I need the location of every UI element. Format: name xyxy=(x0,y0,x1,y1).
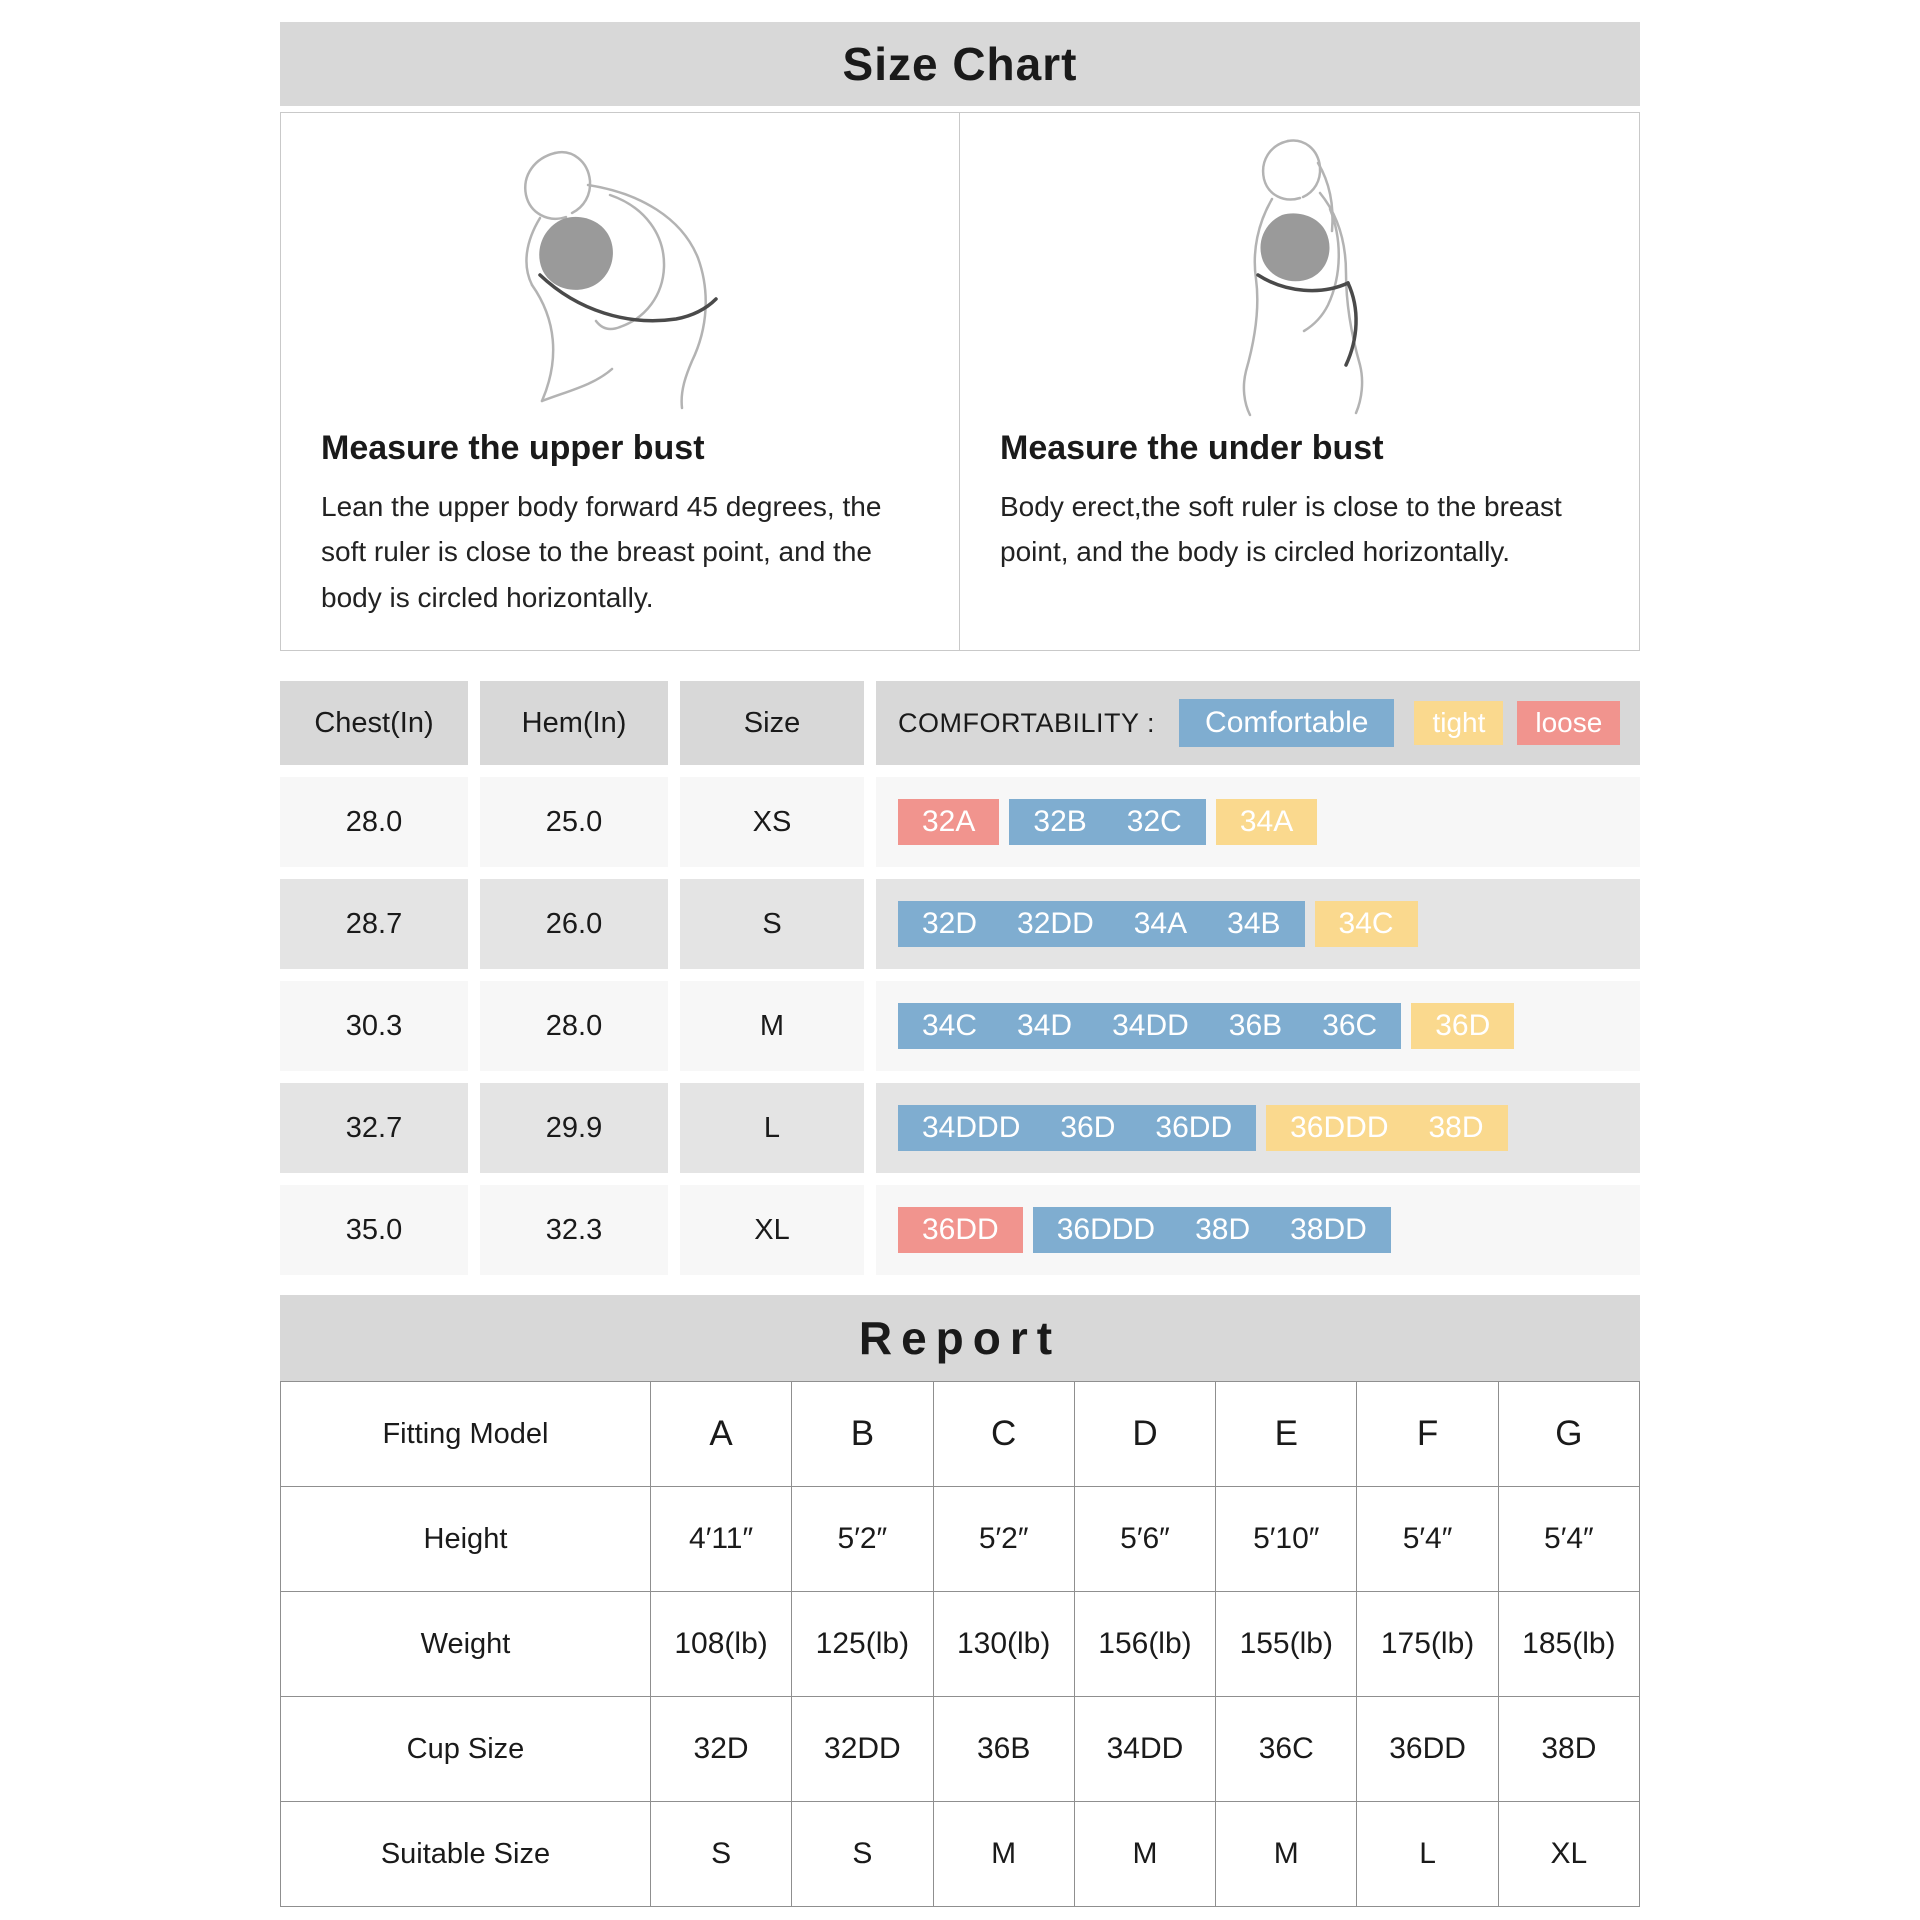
upper-bust-illustration xyxy=(321,123,919,423)
comfort-legend xyxy=(1179,699,1634,747)
size-chart-page xyxy=(280,22,1640,1907)
hem-value: 28.0 xyxy=(480,981,668,1071)
bra-size: 32C xyxy=(1126,805,1182,839)
report-cell: 34DD xyxy=(1074,1697,1215,1802)
chest-value: 32.7 xyxy=(280,1083,468,1173)
bra-size: 34D xyxy=(1017,1009,1073,1043)
bra-size: 36DDD xyxy=(1056,1213,1156,1247)
badge-tight xyxy=(1266,1105,1507,1151)
report-cell: 130(lb) xyxy=(933,1592,1074,1697)
report-cell: 5′2″ xyxy=(792,1487,933,1592)
report-title: Report xyxy=(280,1295,1640,1381)
badge-comfortable xyxy=(898,1105,1256,1151)
report-cell: A xyxy=(650,1382,791,1487)
size-value: S xyxy=(680,879,864,969)
badge-comfortable xyxy=(898,1003,1401,1049)
report-cell: 5′4″ xyxy=(1357,1487,1498,1592)
report-table xyxy=(280,1381,1640,1907)
size-value: XL xyxy=(680,1185,864,1275)
bra-size: 34C xyxy=(922,1009,978,1043)
woman-leaning-figure-icon xyxy=(460,123,780,423)
legend-chip-tight: tight xyxy=(1414,701,1503,745)
badge-comfortable xyxy=(1009,799,1205,845)
report-cell: C xyxy=(933,1382,1074,1487)
report-row-label: Suitable Size xyxy=(281,1802,651,1907)
report-cell: 4′11″ xyxy=(650,1487,791,1592)
report-cell: 108(lb) xyxy=(650,1592,791,1697)
badge-loose xyxy=(898,799,999,845)
bra-size: 34A xyxy=(1239,805,1294,839)
chest-value: 28.0 xyxy=(280,777,468,867)
report-table-body xyxy=(281,1382,1640,1907)
report-row-label: Fitting Model xyxy=(281,1382,651,1487)
bra-size: 36DD xyxy=(922,1213,999,1247)
bra-size: 38DD xyxy=(1290,1213,1367,1247)
report-cell: 36B xyxy=(933,1697,1074,1802)
report-cell: M xyxy=(933,1802,1074,1907)
report-cell: 5′10″ xyxy=(1216,1487,1357,1592)
hem-value: 26.0 xyxy=(480,879,668,969)
report-cell: B xyxy=(792,1382,933,1487)
bra-size: 34A xyxy=(1133,907,1188,941)
size-row-XS xyxy=(280,777,1640,867)
size-table xyxy=(280,681,1640,1275)
report-row xyxy=(281,1697,1640,1802)
report-cell: E xyxy=(1216,1382,1357,1487)
report-cell: M xyxy=(1216,1802,1357,1907)
bra-size: 34B xyxy=(1227,907,1281,941)
report-row-label: Weight xyxy=(281,1592,651,1697)
bra-size: 34DD xyxy=(1112,1009,1189,1043)
size-table-body xyxy=(280,777,1640,1275)
bra-size: 38D xyxy=(1428,1111,1484,1145)
report-cell: 156(lb) xyxy=(1074,1592,1215,1697)
comfort-cell xyxy=(876,777,1640,867)
report-cell: 38D xyxy=(1498,1697,1639,1802)
size-row-L xyxy=(280,1083,1640,1173)
report-cell: 36C xyxy=(1216,1697,1357,1802)
comfort-cell xyxy=(876,1083,1640,1173)
bra-size: 36B xyxy=(1228,1009,1283,1043)
report-cell: F xyxy=(1357,1382,1498,1487)
upper-bust-heading: Measure the upper bust xyxy=(321,429,705,467)
badge-comfortable xyxy=(898,901,1305,947)
report-cell: 5′6″ xyxy=(1074,1487,1215,1592)
report-row xyxy=(281,1487,1640,1592)
bra-size: 32B xyxy=(1033,805,1087,839)
report-row xyxy=(281,1802,1640,1907)
report-cell: D xyxy=(1074,1382,1215,1487)
size-value: XS xyxy=(680,777,864,867)
bra-size: 36D xyxy=(1435,1009,1491,1043)
report-cell: M xyxy=(1074,1802,1215,1907)
report-cell: 5′4″ xyxy=(1498,1487,1639,1592)
report-section xyxy=(280,1295,1640,1907)
legend-chip-loose: loose xyxy=(1517,701,1620,745)
badge-tight xyxy=(1315,901,1418,947)
bra-size: 36D xyxy=(1060,1111,1116,1145)
report-cell: 36DD xyxy=(1357,1697,1498,1802)
report-cell: 32DD xyxy=(792,1697,933,1802)
hem-value: 25.0 xyxy=(480,777,668,867)
report-cell: XL xyxy=(1498,1802,1639,1907)
report-cell: L xyxy=(1357,1802,1498,1907)
comfort-cell xyxy=(876,1185,1640,1275)
comfort-cell xyxy=(876,981,1640,1071)
bra-size: 38D xyxy=(1195,1213,1251,1247)
size-row-XL xyxy=(280,1185,1640,1275)
report-cell: 175(lb) xyxy=(1357,1592,1498,1697)
report-cell: G xyxy=(1498,1382,1639,1487)
chest-value: 30.3 xyxy=(280,981,468,1071)
comfortability-label: COMFORTABILITY : xyxy=(898,707,1156,738)
report-cell: S xyxy=(792,1802,933,1907)
report-row xyxy=(281,1382,1640,1487)
badge-tight xyxy=(1216,799,1317,845)
bra-size: 34DDD xyxy=(922,1111,1021,1145)
bra-size: 34C xyxy=(1338,907,1394,941)
report-cell: 5′2″ xyxy=(933,1487,1074,1592)
hem-value: 32.3 xyxy=(480,1185,668,1275)
bra-size: 36DDD xyxy=(1290,1111,1389,1145)
woman-upright-figure-icon xyxy=(1170,123,1430,423)
report-cell: S xyxy=(650,1802,791,1907)
bra-size: 32D xyxy=(922,907,978,941)
bra-size: 36C xyxy=(1322,1009,1378,1043)
badge-loose xyxy=(898,1207,1023,1253)
size-value: M xyxy=(680,981,864,1071)
chest-column-header: Chest(In) xyxy=(280,681,468,765)
report-cell: 32D xyxy=(650,1697,791,1802)
report-row xyxy=(281,1592,1640,1697)
report-cell: 185(lb) xyxy=(1498,1592,1639,1697)
measure-upper-bust-panel xyxy=(281,113,960,650)
size-table-header xyxy=(280,681,1640,765)
size-row-S xyxy=(280,879,1640,969)
badge-comfortable xyxy=(1033,1207,1391,1253)
report-cell: 155(lb) xyxy=(1216,1592,1357,1697)
measure-instructions xyxy=(280,112,1640,651)
under-bust-description: Body erect,the soft ruler is close to the breast point, and the body is circled horizontally. xyxy=(1000,491,1562,568)
hem-value: 29.9 xyxy=(480,1083,668,1173)
under-bust-heading: Measure the under bust xyxy=(1000,429,1384,467)
chest-value: 35.0 xyxy=(280,1185,468,1275)
size-row-M xyxy=(280,981,1640,1071)
comfort-cell xyxy=(876,879,1640,969)
bra-size: 32DD xyxy=(1017,907,1094,941)
comfortability-header xyxy=(876,681,1640,765)
upper-bust-description: Lean the upper body forward 45 degrees, the soft ruler is close to the breast point, and the body is circled horizontally. xyxy=(321,491,882,613)
page-title: Size Chart xyxy=(280,22,1640,106)
hem-column-header: Hem(In) xyxy=(480,681,668,765)
measure-under-bust-panel xyxy=(960,113,1639,650)
under-bust-illustration xyxy=(1000,123,1599,423)
legend-chip-comfortable: Comfortable xyxy=(1179,699,1394,747)
badge-tight xyxy=(1411,1003,1514,1049)
report-row-label: Height xyxy=(281,1487,651,1592)
size-column-header: Size xyxy=(680,681,864,765)
chest-value: 28.7 xyxy=(280,879,468,969)
report-row-label: Cup Size xyxy=(281,1697,651,1802)
size-value: L xyxy=(680,1083,864,1173)
report-cell: 125(lb) xyxy=(792,1592,933,1697)
bra-size: 36DD xyxy=(1155,1111,1233,1145)
bra-size: 32A xyxy=(922,805,976,839)
